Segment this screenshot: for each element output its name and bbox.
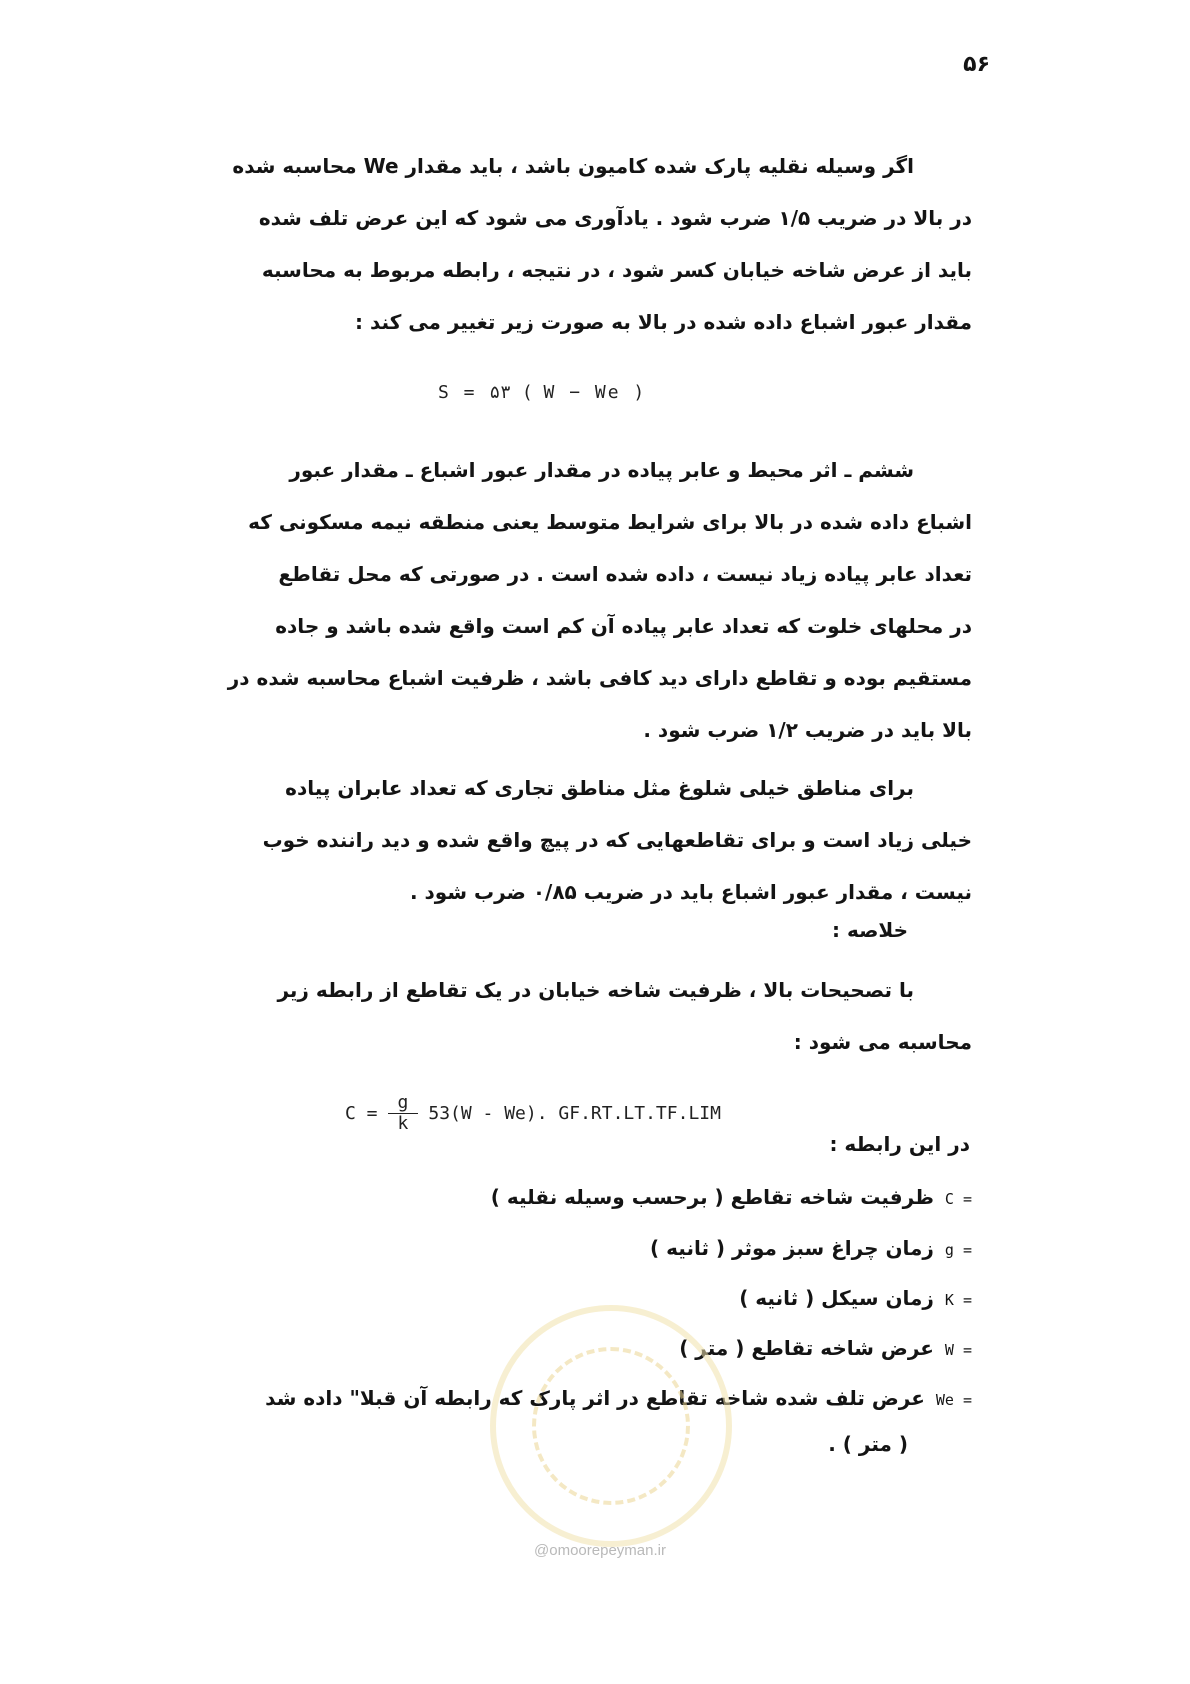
text-line: نیست ، مقدار عبور اشباع باید در ضریب ۰/۸۵ ضرب شود . [409, 880, 972, 904]
text-line: در محلهای خلوت که تعداد عابر پیاده آن کم است واقع شده باشد و جاده [275, 614, 972, 638]
definition-text: عرض شاخه تقاطع ( متر ) [679, 1336, 934, 1360]
definition-text: زمان چراغ سبز موثر ( ثانیه ) [650, 1236, 934, 1260]
text-line: تعداد عابر پیاده زیاد نیست ، داده شده است . در صورتی که محل تقاطع [278, 562, 972, 586]
definition-item [679, 1336, 972, 1360]
saturation-flow-formula: S = ۵۳ ( W − We ) [438, 382, 645, 403]
paragraph-pedestrian-effect [180, 444, 972, 756]
text-line: مستقیم بوده و تقاطع دارای دید کافی باشد ، ظرفیت اشباع محاسبه شده در [227, 666, 972, 690]
definition-symbol: C = [944, 1190, 972, 1208]
summary-heading: خلاصه : [831, 918, 908, 942]
watermark-seal-icon [490, 1305, 732, 1547]
definition-item [491, 1185, 972, 1209]
text-line: در بالا در ضریب ۱/۵ ضرب شود . یادآوری می شود که این عرض تلف شده [258, 206, 972, 230]
text-line: محاسبه می شود : [793, 1030, 972, 1054]
definition-text: زمان سیکل ( ثانیه ) [739, 1286, 934, 1310]
definition-symbol: K = [944, 1291, 972, 1309]
text-line: با تصحیحات بالا ، ظرفیت شاخه خیابان در یک تقاطع از رابطه زیر [277, 978, 914, 1002]
text-line: اگر وسیله نقلیه پارک شده کامیون باشد ، باید مقدار We محاسبه شده [232, 154, 914, 178]
text-line: خیلی زیاد است و برای تقاطعهایی که در پیچ واقع شده و دید راننده خوب [262, 828, 972, 852]
text-line: اشباع داده شده در بالا برای شرایط متوسط یعنی منطقه نیمه مسکونی که [248, 510, 972, 534]
text-line: برای مناطق خیلی شلوغ مثل مناطق تجاری که تعداد عابران پیاده [285, 776, 914, 800]
watermark-caption: @omoorepeyman.ir [534, 1542, 666, 1559]
text-line: بالا باید در ضریب ۱/۲ ضرب شود . [643, 718, 972, 742]
capacity-formula [345, 1093, 721, 1134]
formula-lhs: C = [345, 1103, 378, 1124]
definition-item [650, 1236, 972, 1260]
definition-unit-note: ( متر ) . [828, 1432, 908, 1456]
definition-symbol: W = [944, 1341, 972, 1359]
formula-fraction [388, 1093, 419, 1134]
definition-symbol: g = [944, 1241, 972, 1259]
definition-symbol: We = [935, 1391, 972, 1409]
paragraph-truck-parking [180, 140, 972, 348]
formula-denominator: k [397, 1113, 409, 1134]
paragraph-busy-areas [180, 762, 972, 918]
formula-numerator: g [388, 1093, 419, 1114]
definition-item [739, 1286, 972, 1310]
definition-text: ظرفیت شاخه تقاطع ( برحسب وسیله نقلیه ) [490, 1185, 934, 1209]
text-line: مقدار عبور اشباع داده شده در بالا به صورت زیر تغییر می کند : [355, 310, 972, 334]
text-line: ششم ـ اثر محیط و عابر پیاده در مقدار عبور اشباع ـ مقدار عبور [289, 458, 914, 482]
page-number: ۵۶ [963, 52, 990, 77]
text-line: باید از عرض شاخه خیابان کسر شود ، در نتیجه ، رابطه مربوط به محاسبه [261, 258, 972, 282]
where-heading: در این رابطه : [829, 1132, 970, 1156]
formula-rhs: 53(W - We). GF.RT.LT.TF.LIM [428, 1103, 721, 1124]
watermark-inner-ring [532, 1347, 690, 1505]
paragraph-capacity-intro [180, 964, 972, 1068]
definition-text: عرض تلف شده شاخه تقاطع در اثر پارک که رابطه آن قبلا" داده شد [265, 1386, 925, 1410]
